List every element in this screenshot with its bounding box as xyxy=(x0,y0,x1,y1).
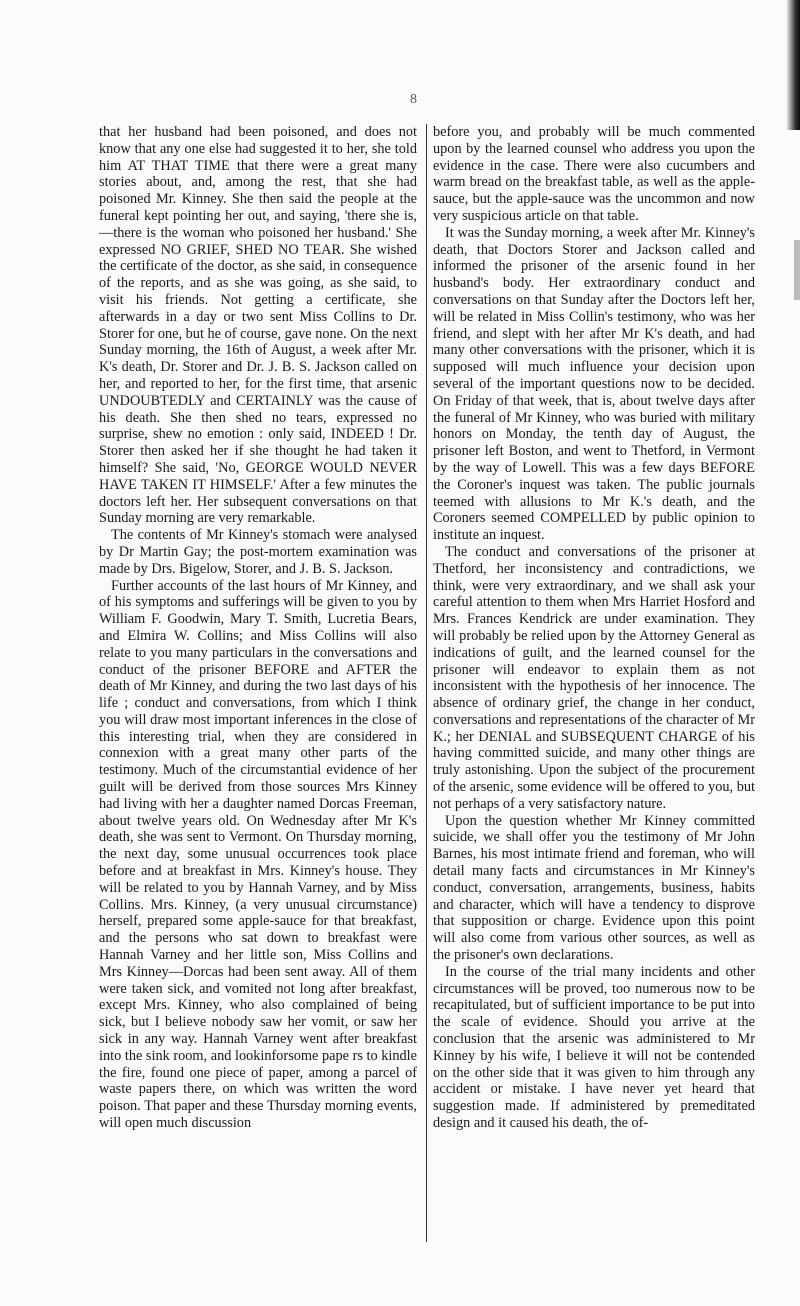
left-paragraph-3: Further accounts of the last hours of Mr Kinney, and of his symptoms and sufferings will be given to you by William F. Goodwin, Mary T. Smith, Lucretia Bears, and Elmira W. Collins; and Miss Collins will also relate to you many particulars in the conversations and conduct of the prisoner BEFORE and AFTER the death of Mr Kinney, and during the two last days of his life ; conduct and conversations, from which I think you will draw most important inferences in the close of this interesting trial, when they are considered in connexion with a great many other parts of the testimony. Much of the circumstantial evidence of her guilt will be derived from those sources Mrs Kinney had living with her a daughter named Dorcas Freeman, about twelve years old. On Wednesday after Mr K's death, she was sent to Vermont. On Thursday morning, the next day, some unusual occurrences took place before and at breakfast in Mrs. Kinney's house. They will be related to you by Hannah Varney, and by Miss Collins. Mrs. Kinney, (a very unusual circumstance) herself, prepared some apple-sauce for that breakfast, and the persons who sat down to breakfast were Hannah Varney and her little son, Miss Collins and Mrs Kinney—Dorcas had been sent away. All of them were taken sick, and vomited not long after breakfast, except Mrs. Kinney, who also complained of being sick, but I believe nobody saw her vomit, or saw her sick in any way. Hannah Varney went after breakfast into the sink room, and lookinforsome pape rs to kindle the fire, found one piece of paper, among a parcel of waste papers there, on which was written the word poison. That paper and these Thursday morning events, will open much discussion xyxy=(99,577,417,1132)
left-paragraph-2: The contents of Mr Kinney's stomach were analysed by Dr Martin Gay; the post-mortem examination was made by Drs. Bigelow, Storer, and J. B. S. Jackson. xyxy=(99,527,417,577)
left-column xyxy=(99,124,417,1132)
page-edge-shadow xyxy=(786,0,800,130)
page-edge-mark xyxy=(794,240,800,300)
right-paragraph-2: It was the Sunday morning, a week after Mr. Kinney's death, that Doctors Storer and Jackson called and informed the prisoner of the arsenic found in her husband's body. Her extraordinary conduct and conversations on that Sunday after the Doctors left her, will be related in Miss Collin's testimony, who was her friend, and slept with her after Mr K's death, and had many other conversations with the prisoner, which it is supposed will much influence your decision upon several of the important questions now to be decided. On Friday of that week, that is, about twelve days after the funeral of Mr Kinney, who was buried with military honors on Monday, the tenth day of August, the prisoner left Boston, and went to Thetford, in Vermont by the way of Lowell. This was a few days BEFORE the Coroner's inquest was taken. The public journals teemed with allusions to Mr K.'s death, and the Coroners seemed COMPELLED by public opinion to institute an inquest. xyxy=(433,224,755,544)
right-paragraph-5: In the course of the trial many incidents and other circumstances will be proved, too numerous now to be recapitulated, but of sufficient importance to be put into the scale of evidence. Should you arrive at the conclusion that the arsenic was administered to Mr Kinney by his wife, I believe it will not be contended on the other side that it was given to him through any accident or mistake. I have never yet heard that suggestion made. If administered by premeditated design and it caused his death, the of- xyxy=(433,963,755,1132)
right-paragraph-4: Upon the question whether Mr Kinney committed suicide, we shall offer you the testimony of Mr John Barnes, his most intimate friend and foreman, who will detail many facts and circumstances in Mr Kinney's conduct, conversation, arrangements, business, habits and character, which will have a tendency to disprove that supposition or charge. Evidence upon this point will also come from various other sources, as well as the prisoner's own declarations. xyxy=(433,812,755,964)
column-divider xyxy=(426,124,427,1242)
page-number: 8 xyxy=(410,92,417,107)
right-column xyxy=(433,124,755,1132)
right-paragraph-3: The conduct and conversations of the prisoner at Thetford, her inconsistency and contradictions, we think, were very extraordinary, and we shall ask your careful attention to them when Mrs Harriet Hosford and Mrs. Frances Kendrick are under examination. They will probably be relied upon by the Attorney General as indications of guilt, and the learned counsel for the prisoner will endeavor to explain them as not inconsistent with the hypothesis of her innocence. The absence of ordinary grief, the change in her conduct, conversations and representations of the character of Mr K.; her DENIAL and SUBSEQUENT CHARGE of his having committed suicide, and many other things are truly astonishing. Upon the subject of the procurement of the arsenic, some evidence will be offered to you, but not perhaps of a very satisfactory nature. xyxy=(433,543,755,812)
left-paragraph-1: that her husband had been poisoned, and does not know that any one else had suggested it to her, she told him AT THAT TIME that there were a great many stories about, and, among the rest, that she had poisoned Mr. Kinney. She then said the people at the funeral kept pointing her out, and saying, 'there she is,—there is the woman who poisoned her husband.' She expressed NO GRIEF, SHED NO TEAR. She wished the certificate of the doctor, as she said, in consequence of the reports, and as she was going, as she said, to visit his friends. Not getting a certificate, she afterwards in a day or two sent Miss Collins to Dr. Storer for one, but he of course, gave none. On the next Sunday morning, the 16th of August, a week after Mr. K's death, Dr. Storer and Dr. J. B. S. Jackson called on her, and reported to her, for the first time, that arsenic UNDOUBTEDLY and CERTAINLY was the cause of his death. She then shed no tears, expressed no surprise, shew no emotion : only said, INDEED ! Dr. Storer then asked her if she thought he had taken it himself? She said, 'No, GEORGE WOULD NEVER HAVE TAKEN IT HIMSELF.' After a few minutes the doctors left her. Her subsequent conversations on that Sunday morning are very remarkable. xyxy=(99,124,417,527)
right-paragraph-1: before you, and probably will be much commented upon by the learned counsel who address you upon the evidence in the case. There were also cucumbers and warm bread on the breakfast table, as well as the apple-sauce, but the apple-sauce was the uncommon and now very suspicious article on that table. xyxy=(433,124,755,224)
